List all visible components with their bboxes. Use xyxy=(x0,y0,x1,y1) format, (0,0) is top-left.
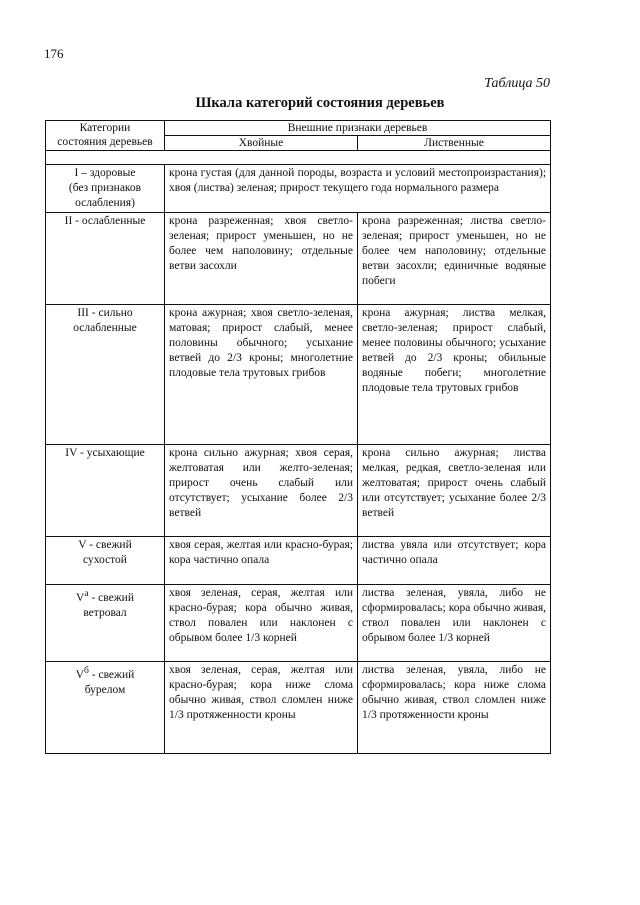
category-cell xyxy=(46,445,165,537)
conifers-cell: хвоя зеленая, серая, желтая или красно-бурая; кора обычно живая, ствол повален или наклонен с обрывом более 1/3 корней xyxy=(165,585,358,662)
header-row-1 xyxy=(46,121,551,136)
category-cell xyxy=(46,585,165,662)
category-suffix: - свежий xyxy=(88,591,134,604)
conifers-cell: хвоя зеленая, серая, желтая или красно-бурая; кора ниже слома обычно живая, ствол сломлен ниже 1/3 протяженности кроны xyxy=(165,662,358,754)
category-line: I – здоровые xyxy=(74,167,136,179)
deciduous-cell: листва зеленая, увяла, либо не сформировалась; кора ниже слома обычно живая, ствол сломлен ниже 1/3 протяженности кроны xyxy=(358,662,551,754)
category-table xyxy=(45,120,551,754)
category-line: ветровал xyxy=(83,606,127,619)
page-number: 176 xyxy=(44,46,64,61)
table-title: Шкала категорий состояния деревьев xyxy=(195,95,445,111)
category-superscript: а xyxy=(84,588,89,599)
table-row xyxy=(46,445,551,537)
category-line: III - сильно xyxy=(77,307,133,319)
conifers-cell: хвоя серая, желтая или красно-бурая; кора частично опала xyxy=(165,537,358,585)
category-line: IV - усыхающие xyxy=(65,447,145,459)
table-row xyxy=(46,662,551,754)
table-row xyxy=(46,537,551,585)
category-cell xyxy=(46,213,165,305)
category-superscript: б xyxy=(84,665,89,676)
deciduous-cell: крона разреженная; листва светло-зеленая; прирост уменьшен, но не более чем наполовину; отдельные ветви засохли; единичные водяные побеги xyxy=(358,213,551,305)
table-row xyxy=(46,213,551,305)
spacer-cell xyxy=(46,151,551,165)
category-line: (без признаков xyxy=(68,182,142,194)
category-line xyxy=(50,586,160,606)
header-conifers: Хвойные xyxy=(165,136,358,151)
deciduous-cell: крона ажурная; листва мелкая, светло-зеленая; прирост слабый, менее половины обычного; усыхание ветвей до 2/3 кроны; обильные водяные побеги; многолетние плодовые тела трутовых грибов xyxy=(358,305,551,445)
category-roman: V xyxy=(76,591,85,604)
deciduous-cell: листва увяла или отсутствует; кора частично опала xyxy=(358,537,551,585)
conifers-cell: крона ажурная; хвоя светло-зеленая, матовая; прирост слабый, менее половины обычного; усыхание ветвей до 2/3 кроны; многолетние плодовые тела трутовых грибов xyxy=(165,305,358,445)
category-line: ослабленные xyxy=(73,322,137,334)
category-line: V - свежий xyxy=(78,539,132,551)
table-row xyxy=(46,305,551,445)
common-signs-cell: крона густая (для данной породы, возраста и условий местопроизрастания); хвоя (листва) зеленая; прирост текущего года нормального размера xyxy=(165,165,551,213)
header-category xyxy=(46,121,165,151)
category-suffix: - свежий xyxy=(88,668,135,681)
category-cell xyxy=(46,537,165,585)
table-row xyxy=(46,165,551,213)
deciduous-cell: крона сильно ажурная; листва мелкая, редкая, светло-зеленая или желтоватая; прирост очень слабый или отсутствует; усыхание более 2/3 ветвей xyxy=(358,445,551,537)
category-roman: V xyxy=(75,668,85,681)
category-line: ослабления) xyxy=(75,197,135,209)
header-category-line1: Категории xyxy=(79,122,131,134)
header-category-line2: состояния деревьев xyxy=(57,136,153,148)
category-line: сухостой xyxy=(83,554,127,566)
table-label: Таблица 50 xyxy=(484,76,550,91)
category-cell xyxy=(46,165,165,213)
category-cell xyxy=(46,305,165,445)
category-line: бурелом xyxy=(84,683,126,696)
conifers-cell: крона разреженная; хвоя светло-зеленая; прирост уменьшен, но не более чем наполовину; отдельные ветви засохли xyxy=(165,213,358,305)
table-row xyxy=(46,585,551,662)
spacer-row xyxy=(46,151,551,165)
category-cell xyxy=(46,662,165,754)
category-line: II - ослабленные xyxy=(64,215,146,227)
conifers-cell: крона сильно ажурная; хвоя серая, желтоватая или желто-зеленая; прирост очень слабый или отсутствует; усыхание более 2/3 ветвей xyxy=(165,445,358,537)
header-signs: Внешние признаки деревьев xyxy=(165,121,551,136)
category-line xyxy=(50,663,160,683)
deciduous-cell: листва зеленая, увяла, либо не сформировалась; кора обычно живая, ствол повален или наклонен с обрывом более 1/3 корней xyxy=(358,585,551,662)
header-deciduous: Лиственные xyxy=(358,136,551,151)
